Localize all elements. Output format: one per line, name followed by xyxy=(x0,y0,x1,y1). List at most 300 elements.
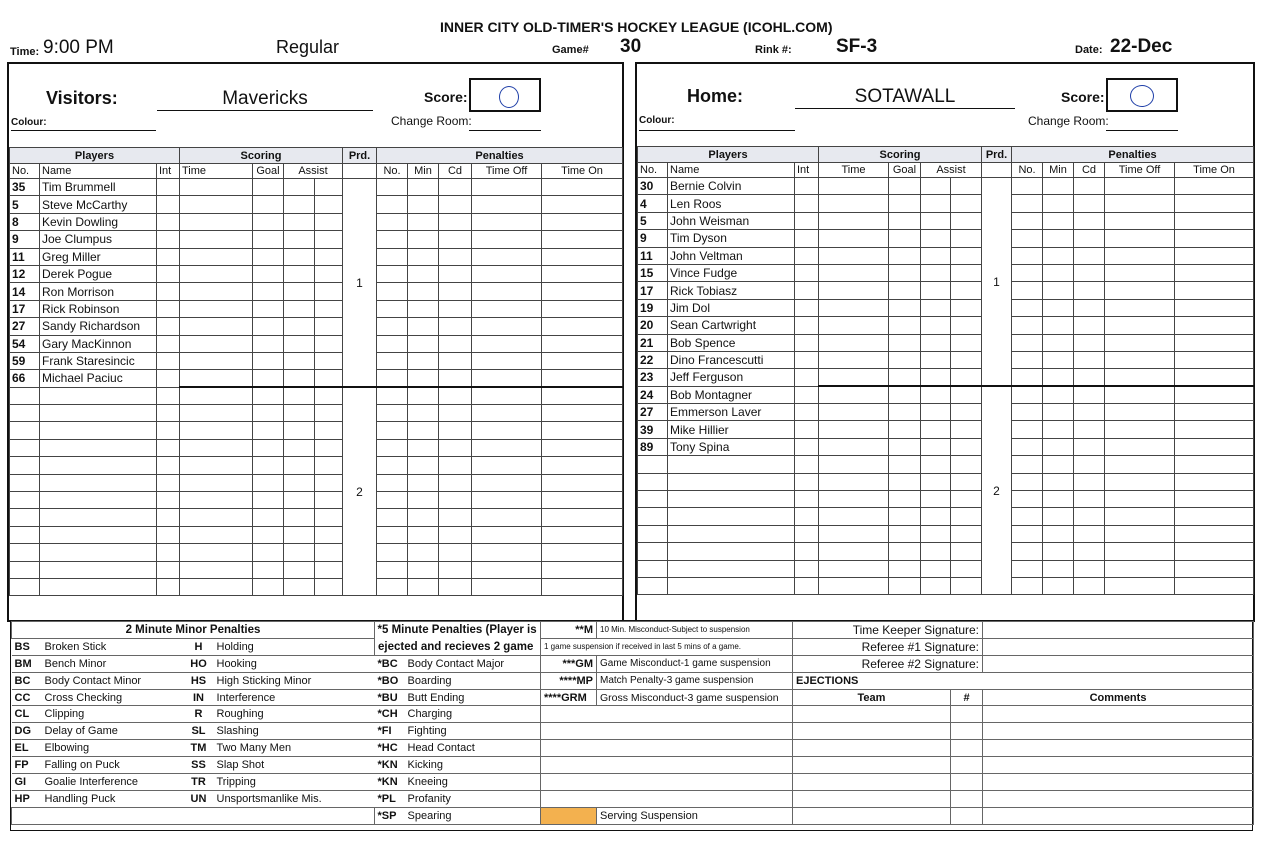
int-cell[interactable] xyxy=(157,231,180,248)
assist-cell[interactable] xyxy=(284,231,315,248)
assist-cell[interactable] xyxy=(315,578,343,595)
scoring-time-cell[interactable] xyxy=(180,318,253,335)
time-off-cell[interactable] xyxy=(1105,438,1175,455)
penalty-number-cell[interactable] xyxy=(1012,404,1043,421)
penalty-min-cell[interactable] xyxy=(408,352,439,369)
time-off-cell[interactable] xyxy=(472,179,542,196)
scoring-time-cell[interactable] xyxy=(819,247,889,264)
time-off-cell[interactable] xyxy=(472,526,542,543)
player-name[interactable] xyxy=(40,457,157,474)
player-number[interactable]: 89 xyxy=(638,438,668,455)
int-cell[interactable] xyxy=(157,300,180,317)
goal-cell[interactable] xyxy=(889,491,921,508)
player-number[interactable] xyxy=(638,577,668,594)
player-number[interactable]: 5 xyxy=(638,212,668,229)
assist-cell[interactable] xyxy=(951,264,982,281)
goal-cell[interactable] xyxy=(253,179,284,196)
scoring-time-cell[interactable] xyxy=(819,195,889,212)
player-name[interactable]: Rick Tobiasz xyxy=(668,282,795,299)
time-on-cell[interactable] xyxy=(542,283,623,300)
int-cell[interactable] xyxy=(157,526,180,543)
penalty-code-cell[interactable] xyxy=(1074,560,1105,577)
goal-cell[interactable] xyxy=(889,212,921,229)
int-cell[interactable] xyxy=(157,248,180,265)
penalty-code-cell[interactable] xyxy=(439,335,472,352)
penalty-number-cell[interactable] xyxy=(377,213,408,230)
goal-cell[interactable] xyxy=(253,231,284,248)
time-off-cell[interactable] xyxy=(1105,473,1175,490)
timekeeper-signature-line[interactable] xyxy=(983,622,1254,639)
penalty-number-cell[interactable] xyxy=(1012,543,1043,560)
assist-cell[interactable] xyxy=(951,334,982,351)
time-off-cell[interactable] xyxy=(1105,334,1175,351)
player-name[interactable] xyxy=(40,422,157,439)
time-on-cell[interactable] xyxy=(542,352,623,369)
penalty-code-cell[interactable] xyxy=(1074,508,1105,525)
penalty-number-cell[interactable] xyxy=(1012,178,1043,195)
assist-cell[interactable] xyxy=(284,335,315,352)
assist-cell[interactable] xyxy=(284,352,315,369)
int-cell[interactable] xyxy=(157,265,180,282)
player-name[interactable] xyxy=(40,492,157,509)
scoring-time-cell[interactable] xyxy=(819,386,889,403)
player-number[interactable] xyxy=(10,526,40,543)
penalty-code-cell[interactable] xyxy=(1074,369,1105,386)
penalty-number-cell[interactable] xyxy=(377,231,408,248)
scoring-time-cell[interactable] xyxy=(180,231,253,248)
penalty-number-cell[interactable] xyxy=(1012,264,1043,281)
penalty-min-cell[interactable] xyxy=(408,474,439,491)
time-on-cell[interactable] xyxy=(542,265,623,282)
int-cell[interactable] xyxy=(795,247,819,264)
penalty-code-cell[interactable] xyxy=(1074,386,1105,403)
ejection-comments-cell[interactable] xyxy=(983,723,1254,740)
penalty-min-cell[interactable] xyxy=(408,300,439,317)
goal-cell[interactable] xyxy=(253,265,284,282)
goal-cell[interactable] xyxy=(889,543,921,560)
penalty-number-cell[interactable] xyxy=(1012,438,1043,455)
scoring-time-cell[interactable] xyxy=(180,526,253,543)
time-off-cell[interactable] xyxy=(1105,317,1175,334)
ejection-comments-cell[interactable] xyxy=(983,757,1254,774)
assist-cell[interactable] xyxy=(951,577,982,594)
time-off-cell[interactable] xyxy=(1105,264,1175,281)
penalty-code-cell[interactable] xyxy=(439,283,472,300)
assist-cell[interactable] xyxy=(284,196,315,213)
int-cell[interactable] xyxy=(795,369,819,386)
time-on-cell[interactable] xyxy=(542,179,623,196)
assist-cell[interactable] xyxy=(315,335,343,352)
assist-cell[interactable] xyxy=(921,577,951,594)
time-off-cell[interactable] xyxy=(472,544,542,561)
time-off-cell[interactable] xyxy=(1105,299,1175,316)
player-number[interactable]: 24 xyxy=(638,386,668,403)
time-on-cell[interactable] xyxy=(1175,421,1254,438)
player-name[interactable]: Mike Hillier xyxy=(668,421,795,438)
time-on-cell[interactable] xyxy=(1175,334,1254,351)
time-off-cell[interactable] xyxy=(1105,508,1175,525)
player-number[interactable]: 5 xyxy=(10,196,40,213)
penalty-min-cell[interactable] xyxy=(408,265,439,282)
time-on-cell[interactable] xyxy=(542,318,623,335)
player-number[interactable]: 12 xyxy=(10,265,40,282)
penalty-number-cell[interactable] xyxy=(377,352,408,369)
int-cell[interactable] xyxy=(157,509,180,526)
int-cell[interactable] xyxy=(157,561,180,578)
penalty-min-cell[interactable] xyxy=(408,387,439,404)
goal-cell[interactable] xyxy=(253,352,284,369)
time-on-cell[interactable] xyxy=(542,492,623,509)
penalty-code-cell[interactable] xyxy=(439,492,472,509)
penalty-number-cell[interactable] xyxy=(377,561,408,578)
int-cell[interactable] xyxy=(157,578,180,595)
penalty-code-cell[interactable] xyxy=(439,300,472,317)
assist-cell[interactable] xyxy=(284,474,315,491)
assist-cell[interactable] xyxy=(951,438,982,455)
ejection-comments-cell[interactable] xyxy=(983,706,1254,723)
time-on-cell[interactable] xyxy=(542,561,623,578)
player-name[interactable]: Tony Spina xyxy=(668,438,795,455)
scoring-time-cell[interactable] xyxy=(819,543,889,560)
ejection-number-cell[interactable] xyxy=(951,807,983,824)
int-cell[interactable] xyxy=(157,405,180,422)
penalty-min-cell[interactable] xyxy=(1043,577,1074,594)
time-on-cell[interactable] xyxy=(542,248,623,265)
penalty-min-cell[interactable] xyxy=(1043,264,1074,281)
player-number[interactable] xyxy=(10,439,40,456)
assist-cell[interactable] xyxy=(315,179,343,196)
goal-cell[interactable] xyxy=(889,230,921,247)
assist-cell[interactable] xyxy=(951,230,982,247)
goal-cell[interactable] xyxy=(889,195,921,212)
goal-cell[interactable] xyxy=(889,334,921,351)
penalty-number-cell[interactable] xyxy=(377,283,408,300)
penalty-code-cell[interactable] xyxy=(1074,577,1105,594)
penalty-code-cell[interactable] xyxy=(1074,230,1105,247)
player-number[interactable]: 17 xyxy=(638,282,668,299)
goal-cell[interactable] xyxy=(889,386,921,403)
penalty-number-cell[interactable] xyxy=(377,318,408,335)
assist-cell[interactable] xyxy=(315,283,343,300)
assist-cell[interactable] xyxy=(921,508,951,525)
goal-cell[interactable] xyxy=(889,247,921,264)
time-on-cell[interactable] xyxy=(1175,491,1254,508)
player-number[interactable]: 15 xyxy=(638,264,668,281)
assist-cell[interactable] xyxy=(921,230,951,247)
time-off-cell[interactable] xyxy=(472,509,542,526)
penalty-number-cell[interactable] xyxy=(1012,299,1043,316)
assist-cell[interactable] xyxy=(921,421,951,438)
goal-cell[interactable] xyxy=(889,508,921,525)
time-on-cell[interactable] xyxy=(542,387,623,404)
time-on-cell[interactable] xyxy=(1175,247,1254,264)
scoring-time-cell[interactable] xyxy=(180,405,253,422)
assist-cell[interactable] xyxy=(315,318,343,335)
time-on-cell[interactable] xyxy=(1175,212,1254,229)
scoring-time-cell[interactable] xyxy=(819,299,889,316)
time-on-cell[interactable] xyxy=(542,300,623,317)
time-on-cell[interactable] xyxy=(542,578,623,595)
penalty-number-cell[interactable] xyxy=(377,179,408,196)
goal-cell[interactable] xyxy=(253,335,284,352)
penalty-number-cell[interactable] xyxy=(377,578,408,595)
penalty-number-cell[interactable] xyxy=(377,248,408,265)
ejection-team-cell[interactable] xyxy=(793,774,951,791)
ejection-comments-cell[interactable] xyxy=(983,807,1254,824)
time-off-cell[interactable] xyxy=(472,492,542,509)
ejection-number-cell[interactable] xyxy=(951,740,983,757)
scoring-time-cell[interactable] xyxy=(180,300,253,317)
time-on-cell[interactable] xyxy=(1175,560,1254,577)
assist-cell[interactable] xyxy=(951,473,982,490)
penalty-min-cell[interactable] xyxy=(408,248,439,265)
int-cell[interactable] xyxy=(157,544,180,561)
time-off-cell[interactable] xyxy=(1105,560,1175,577)
player-name[interactable] xyxy=(40,544,157,561)
assist-cell[interactable] xyxy=(921,317,951,334)
penalty-code-cell[interactable] xyxy=(1074,543,1105,560)
player-name[interactable]: Jeff Ferguson xyxy=(668,369,795,386)
penalty-code-cell[interactable] xyxy=(439,422,472,439)
goal-cell[interactable] xyxy=(253,422,284,439)
ejection-team-cell[interactable] xyxy=(793,740,951,757)
penalty-number-cell[interactable] xyxy=(377,405,408,422)
scoring-time-cell[interactable] xyxy=(819,473,889,490)
scoring-time-cell[interactable] xyxy=(819,508,889,525)
game-number-value[interactable]: 30 xyxy=(620,36,642,57)
player-name[interactable] xyxy=(40,509,157,526)
scoring-time-cell[interactable] xyxy=(819,560,889,577)
goal-cell[interactable] xyxy=(253,318,284,335)
time-off-cell[interactable] xyxy=(1105,386,1175,403)
player-name[interactable]: Jim Dol xyxy=(668,299,795,316)
player-number[interactable]: 66 xyxy=(10,370,40,387)
penalty-min-cell[interactable] xyxy=(408,439,439,456)
penalty-min-cell[interactable] xyxy=(1043,282,1074,299)
assist-cell[interactable] xyxy=(315,439,343,456)
penalty-code-cell[interactable] xyxy=(439,318,472,335)
penalty-min-cell[interactable] xyxy=(408,213,439,230)
time-off-cell[interactable] xyxy=(1105,230,1175,247)
int-cell[interactable] xyxy=(795,560,819,577)
int-cell[interactable] xyxy=(157,318,180,335)
penalty-min-cell[interactable] xyxy=(1043,299,1074,316)
penalty-number-cell[interactable] xyxy=(1012,456,1043,473)
time-on-cell[interactable] xyxy=(542,213,623,230)
player-name[interactable]: Joe Clumpus xyxy=(40,231,157,248)
home-team-name[interactable]: SOTAWALL xyxy=(795,86,1015,109)
time-on-cell[interactable] xyxy=(542,196,623,213)
int-cell[interactable] xyxy=(157,335,180,352)
scoring-time-cell[interactable] xyxy=(819,334,889,351)
player-number[interactable] xyxy=(638,525,668,542)
visitors-change-room-line[interactable] xyxy=(469,116,541,131)
player-name[interactable]: Steve McCarthy xyxy=(40,196,157,213)
ejection-team-cell[interactable] xyxy=(793,723,951,740)
penalty-number-cell[interactable] xyxy=(1012,247,1043,264)
visitors-team-name[interactable]: Mavericks xyxy=(157,88,373,111)
assist-cell[interactable] xyxy=(921,438,951,455)
penalty-min-cell[interactable] xyxy=(408,179,439,196)
ejection-number-cell[interactable] xyxy=(951,790,983,807)
time-off-cell[interactable] xyxy=(1105,212,1175,229)
goal-cell[interactable] xyxy=(253,439,284,456)
player-name[interactable] xyxy=(668,456,795,473)
assist-cell[interactable] xyxy=(315,457,343,474)
assist-cell[interactable] xyxy=(284,405,315,422)
player-name[interactable]: Dino Francescutti xyxy=(668,351,795,368)
int-cell[interactable] xyxy=(795,543,819,560)
player-number[interactable] xyxy=(10,474,40,491)
penalty-code-cell[interactable] xyxy=(439,405,472,422)
penalty-min-cell[interactable] xyxy=(408,526,439,543)
assist-cell[interactable] xyxy=(921,369,951,386)
penalty-min-cell[interactable] xyxy=(408,492,439,509)
time-on-cell[interactable] xyxy=(542,526,623,543)
player-number[interactable] xyxy=(638,543,668,560)
assist-cell[interactable] xyxy=(284,561,315,578)
time-off-cell[interactable] xyxy=(472,422,542,439)
assist-cell[interactable] xyxy=(951,317,982,334)
assist-cell[interactable] xyxy=(284,544,315,561)
time-off-cell[interactable] xyxy=(1105,491,1175,508)
penalty-number-cell[interactable] xyxy=(377,335,408,352)
player-number[interactable] xyxy=(638,491,668,508)
scoring-time-cell[interactable] xyxy=(819,577,889,594)
penalty-code-cell[interactable] xyxy=(1074,264,1105,281)
assist-cell[interactable] xyxy=(315,370,343,387)
penalty-min-cell[interactable] xyxy=(1043,247,1074,264)
ejection-team-cell[interactable] xyxy=(793,790,951,807)
scoring-time-cell[interactable] xyxy=(180,578,253,595)
player-number[interactable]: 4 xyxy=(638,195,668,212)
scoring-time-cell[interactable] xyxy=(180,352,253,369)
player-number[interactable] xyxy=(638,456,668,473)
penalty-number-cell[interactable] xyxy=(1012,560,1043,577)
penalty-min-cell[interactable] xyxy=(408,405,439,422)
player-name[interactable] xyxy=(668,473,795,490)
ejection-team-cell[interactable] xyxy=(793,706,951,723)
player-number[interactable]: 27 xyxy=(10,318,40,335)
rink-value[interactable]: SF-3 xyxy=(836,36,878,57)
date-value[interactable]: 22-Dec xyxy=(1110,36,1173,57)
player-name[interactable]: Len Roos xyxy=(668,195,795,212)
goal-cell[interactable] xyxy=(253,492,284,509)
int-cell[interactable] xyxy=(795,230,819,247)
time-off-cell[interactable] xyxy=(472,196,542,213)
penalty-min-cell[interactable] xyxy=(408,335,439,352)
assist-cell[interactable] xyxy=(921,178,951,195)
penalty-min-cell[interactable] xyxy=(408,544,439,561)
penalty-number-cell[interactable] xyxy=(377,387,408,404)
time-off-cell[interactable] xyxy=(1105,195,1175,212)
time-off-cell[interactable] xyxy=(472,352,542,369)
penalty-min-cell[interactable] xyxy=(408,509,439,526)
penalty-code-cell[interactable] xyxy=(439,370,472,387)
home-change-room-line[interactable] xyxy=(1106,116,1178,131)
player-name[interactable]: Emmerson Laver xyxy=(668,404,795,421)
penalty-code-cell[interactable] xyxy=(439,231,472,248)
time-off-cell[interactable] xyxy=(472,405,542,422)
goal-cell[interactable] xyxy=(253,405,284,422)
time-on-cell[interactable] xyxy=(1175,525,1254,542)
goal-cell[interactable] xyxy=(253,578,284,595)
penalty-min-cell[interactable] xyxy=(408,370,439,387)
penalty-min-cell[interactable] xyxy=(408,283,439,300)
player-name[interactable] xyxy=(40,526,157,543)
time-on-cell[interactable] xyxy=(1175,404,1254,421)
time-on-cell[interactable] xyxy=(542,474,623,491)
penalty-min-cell[interactable] xyxy=(1043,404,1074,421)
time-off-cell[interactable] xyxy=(472,370,542,387)
penalty-number-cell[interactable] xyxy=(377,422,408,439)
penalty-code-cell[interactable] xyxy=(1074,351,1105,368)
scoring-time-cell[interactable] xyxy=(180,283,253,300)
player-number[interactable]: 20 xyxy=(638,317,668,334)
goal-cell[interactable] xyxy=(253,526,284,543)
penalty-code-cell[interactable] xyxy=(439,544,472,561)
scoring-time-cell[interactable] xyxy=(819,369,889,386)
assist-cell[interactable] xyxy=(315,300,343,317)
penalty-number-cell[interactable] xyxy=(1012,386,1043,403)
assist-cell[interactable] xyxy=(284,179,315,196)
player-name[interactable]: Rick Robinson xyxy=(40,300,157,317)
penalty-min-cell[interactable] xyxy=(408,318,439,335)
time-on-cell[interactable] xyxy=(1175,438,1254,455)
assist-cell[interactable] xyxy=(951,543,982,560)
penalty-min-cell[interactable] xyxy=(408,457,439,474)
assist-cell[interactable] xyxy=(284,387,315,404)
player-name[interactable]: Ron Morrison xyxy=(40,283,157,300)
int-cell[interactable] xyxy=(795,195,819,212)
player-number[interactable] xyxy=(638,560,668,577)
penalty-code-cell[interactable] xyxy=(1074,491,1105,508)
assist-cell[interactable] xyxy=(921,404,951,421)
player-number[interactable] xyxy=(10,422,40,439)
int-cell[interactable] xyxy=(795,264,819,281)
int-cell[interactable] xyxy=(795,351,819,368)
time-on-cell[interactable] xyxy=(542,457,623,474)
penalty-number-cell[interactable] xyxy=(1012,491,1043,508)
time-value[interactable]: 9:00 PM xyxy=(43,37,114,58)
assist-cell[interactable] xyxy=(951,525,982,542)
time-on-cell[interactable] xyxy=(1175,317,1254,334)
scoring-time-cell[interactable] xyxy=(180,457,253,474)
goal-cell[interactable] xyxy=(889,299,921,316)
player-number[interactable] xyxy=(10,405,40,422)
int-cell[interactable] xyxy=(795,456,819,473)
int-cell[interactable] xyxy=(157,179,180,196)
assist-cell[interactable] xyxy=(951,491,982,508)
int-cell[interactable] xyxy=(795,334,819,351)
penalty-min-cell[interactable] xyxy=(1043,525,1074,542)
player-number[interactable]: 21 xyxy=(638,334,668,351)
assist-cell[interactable] xyxy=(951,247,982,264)
player-name[interactable] xyxy=(40,387,157,404)
assist-cell[interactable] xyxy=(921,456,951,473)
penalty-code-cell[interactable] xyxy=(439,457,472,474)
player-name[interactable] xyxy=(668,491,795,508)
scoring-time-cell[interactable] xyxy=(180,213,253,230)
scoring-time-cell[interactable] xyxy=(819,421,889,438)
assist-cell[interactable] xyxy=(284,578,315,595)
player-number[interactable]: 30 xyxy=(638,178,668,195)
int-cell[interactable] xyxy=(795,386,819,403)
assist-cell[interactable] xyxy=(284,439,315,456)
goal-cell[interactable] xyxy=(253,457,284,474)
assist-cell[interactable] xyxy=(951,282,982,299)
goal-cell[interactable] xyxy=(889,404,921,421)
